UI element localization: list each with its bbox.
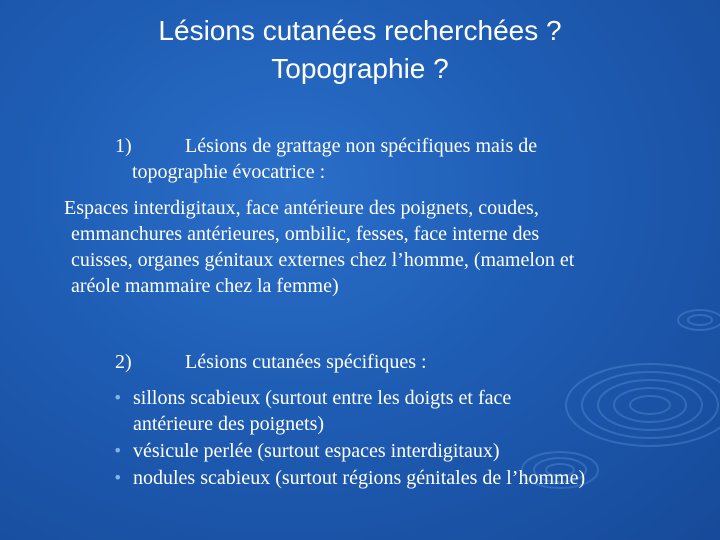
numbered-item-1 [115, 133, 675, 185]
item-text-line-2: topographie évocatrice : [132, 161, 326, 183]
paragraph-line: aréole mammaire chez la femme) [71, 275, 339, 297]
list-item-line: sillons scabieux (surtout entre les doigts et face [133, 387, 512, 409]
list-item-line: antérieure des poignets) [133, 413, 325, 435]
bullet-icon: • [113, 388, 123, 407]
bullet-list [113, 385, 713, 492]
bullet-icon: • [113, 441, 123, 460]
paragraph-line: Espaces interdigitaux, face antérieure des poignets, coudes, [64, 197, 539, 219]
title-line-2: Topographie ? [271, 53, 449, 84]
item-number: 2) [115, 351, 132, 373]
numbered-item-2 [115, 349, 695, 375]
list-item-line: vésicule perlée (surtout espaces interdigitaux) [133, 440, 500, 462]
paragraph-line: emmanchures antérieures, ombilic, fesses, face interne des [71, 223, 540, 245]
item-text: Lésions cutanées spécifiques : [185, 351, 427, 373]
paragraph-line: cuisses, organes génitaux externes chez l’homme, (mamelon et [71, 249, 575, 271]
list-item-line: nodules scabieux (surtout régions génitales de l’homme) [133, 467, 586, 489]
slide-title [0, 12, 720, 88]
body-paragraph [64, 195, 694, 299]
item-number: 1) [115, 135, 132, 157]
list-item [113, 385, 713, 437]
item-text-line-1: Lésions de grattage non spécifiques mais de [185, 135, 538, 157]
title-line-1: Lésions cutanées recherchées ? [158, 15, 562, 46]
list-item [113, 465, 713, 491]
bullet-icon: • [113, 468, 123, 487]
list-item [113, 438, 713, 464]
